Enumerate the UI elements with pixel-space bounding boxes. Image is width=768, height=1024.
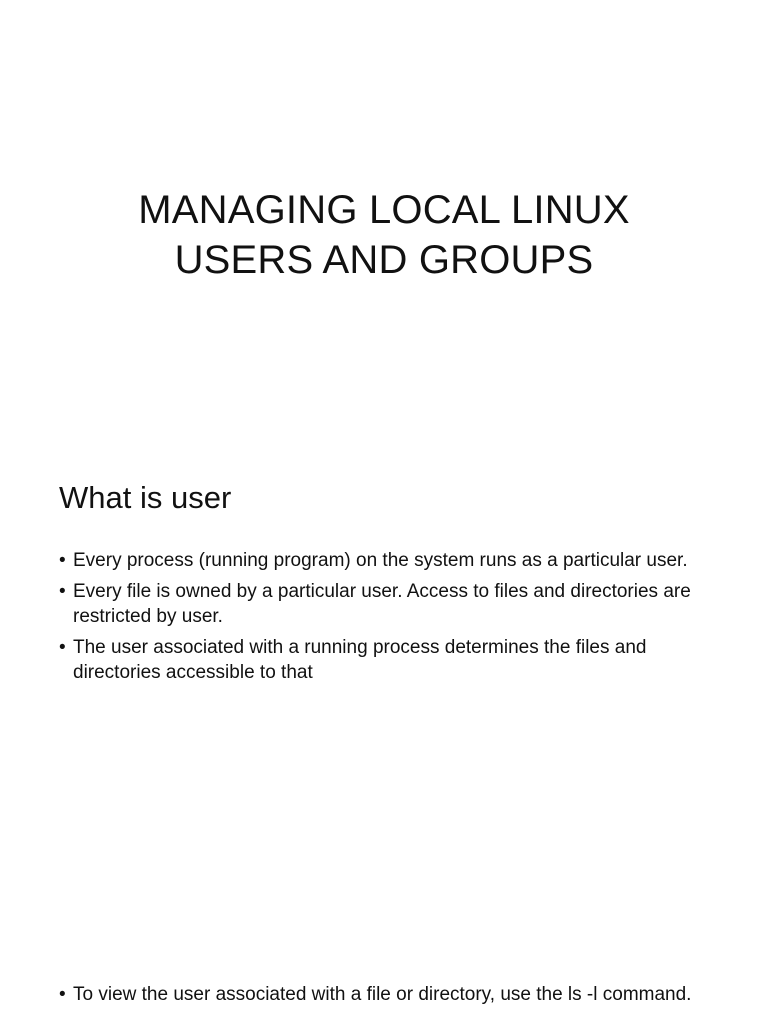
bullet-list [59,982,709,1013]
bullet-text: The user associated with a running process determines the files and directories accessible to that [73,637,647,683]
list-item [59,635,709,685]
list-item [59,982,709,1007]
bullet-list [59,548,709,691]
slide-title-heading [40,185,728,285]
list-item [59,548,709,573]
bullet-icon: • [59,581,66,602]
bullet-text: Every process (running program) on the system runs as a particular user. [73,550,688,571]
bullet-text: Every file is owned by a particular user. Access to files and directories are restricted by user. [73,581,691,627]
slide-title [0,0,768,432]
slide-view-user [0,972,768,1024]
bullet-icon: • [59,984,66,1005]
slide-what-is-user [0,432,768,972]
bullet-icon: • [59,637,66,658]
title-line-1: MANAGING LOCAL LINUX [138,188,630,232]
title-line-2: USERS AND GROUPS [174,238,594,282]
list-item [59,579,709,629]
bullet-text: To view the user associated with a file or directory, use the ls -l command. [73,984,692,1005]
slide-heading: What is user [59,480,232,515]
bullet-icon: • [59,550,66,571]
